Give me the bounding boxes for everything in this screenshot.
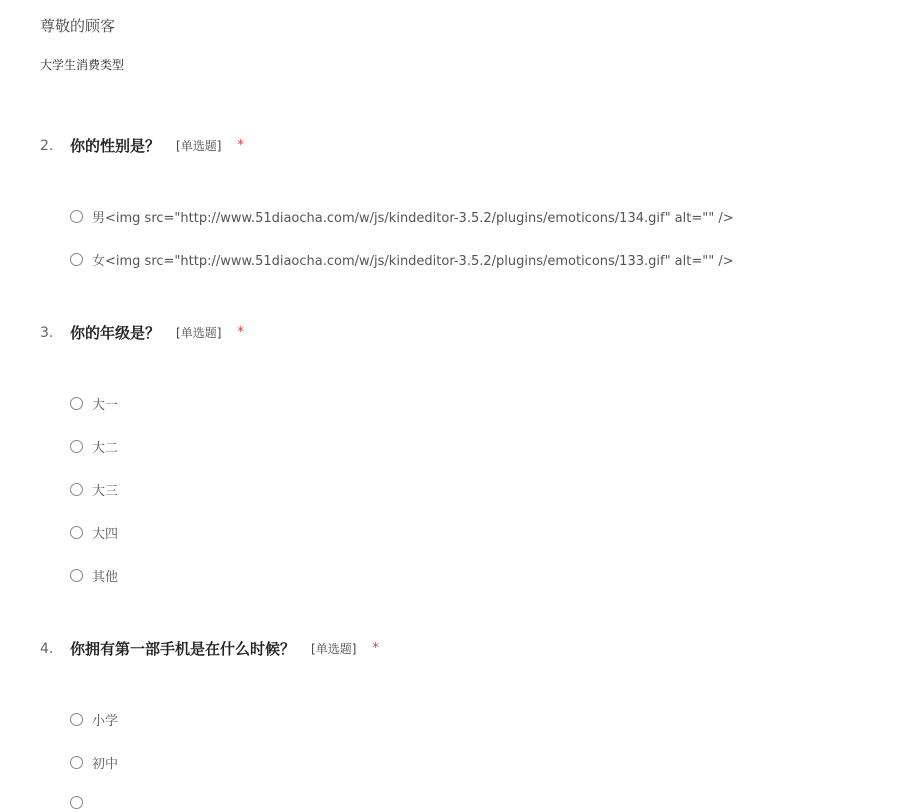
- option-label[interactable]: 小学: [92, 713, 119, 729]
- radio-button[interactable]: [70, 569, 83, 582]
- option-junior[interactable]: [70, 479, 118, 499]
- greeting-text: 尊敬的顾客: [40, 17, 116, 35]
- option-label[interactable]: 大三: [92, 483, 119, 499]
- radio-button[interactable]: [70, 397, 83, 410]
- option-label[interactable]: 男<img src="http://www.51diaocha.com/w/js/kindeditor-3.5.2/plugins/emoticons/134.gif" alt="" />: [92, 210, 734, 226]
- option-partially-visible[interactable]: [70, 792, 92, 812]
- radio-button[interactable]: [70, 440, 83, 453]
- required-asterisk: *: [372, 641, 379, 656]
- radio-button[interactable]: [70, 756, 83, 769]
- option-label[interactable]: 其他: [92, 569, 119, 585]
- question-type-label: [单选题]: [176, 326, 222, 340]
- radio-button[interactable]: [70, 483, 83, 496]
- question-type-label: [单选题]: [311, 642, 357, 656]
- option-freshman[interactable]: [70, 393, 118, 413]
- radio-button[interactable]: [70, 253, 83, 266]
- radio-button[interactable]: [70, 713, 83, 726]
- question-title: 你拥有第一部手机是在什么时候？: [70, 640, 296, 658]
- radio-button[interactable]: [70, 210, 83, 223]
- option-female[interactable]: [70, 249, 734, 269]
- question-title: 你的性别是？: [70, 137, 161, 155]
- option-senior[interactable]: [70, 522, 118, 542]
- required-asterisk: *: [237, 325, 244, 340]
- question-title: 你的年级是？: [70, 324, 161, 342]
- required-asterisk: *: [237, 138, 244, 153]
- question-4: [0, 638, 900, 662]
- option-label[interactable]: 大二: [92, 440, 119, 456]
- option-male[interactable]: [70, 206, 734, 226]
- question-3: [0, 322, 900, 346]
- option-label[interactable]: 女<img src="http://www.51diaocha.com/w/js/kindeditor-3.5.2/plugins/emoticons/133.gif" alt="" />: [92, 253, 734, 269]
- option-label[interactable]: 大一: [92, 397, 119, 413]
- question-2: [0, 135, 900, 159]
- question-number: 2.: [40, 138, 54, 154]
- question-number: 4.: [40, 641, 54, 657]
- question-type-label: [单选题]: [176, 139, 222, 153]
- option-label[interactable]: 大四: [92, 526, 119, 542]
- option-junior-high[interactable]: [70, 752, 118, 772]
- radio-button[interactable]: [70, 796, 83, 809]
- option-label[interactable]: 初中: [92, 756, 119, 772]
- option-sophomore[interactable]: [70, 436, 118, 456]
- option-primary-school[interactable]: [70, 709, 118, 729]
- question-number: 3.: [40, 325, 54, 341]
- option-other[interactable]: [70, 565, 118, 585]
- survey-subtitle: 大学生消费类型: [40, 58, 125, 72]
- radio-button[interactable]: [70, 526, 83, 539]
